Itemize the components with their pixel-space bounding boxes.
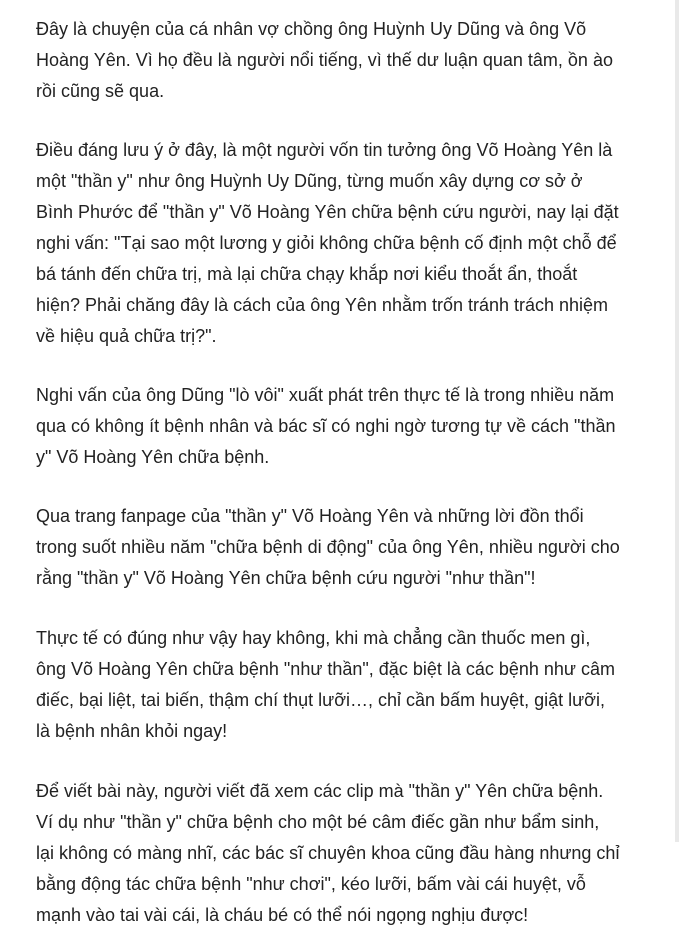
paragraph-line: qua có không ít bệnh nhân và bác sĩ có nghi ngờ tương tự về cách "thần — [36, 416, 616, 436]
paragraph-1 — [36, 14, 679, 107]
paragraph-line: y" Võ Hoàng Yên chữa bệnh. — [36, 447, 270, 467]
paragraph-2 — [36, 135, 679, 352]
paragraph-line: nghi vấn: "Tại sao một lương y giỏi không chữa bệnh cố định một chỗ để — [36, 233, 617, 253]
paragraph-line: Để viết bài này, người viết đã xem các clip mà "thần y" Yên chữa bệnh. — [36, 781, 604, 801]
paragraph-5 — [36, 623, 679, 747]
paragraph-line: ông Võ Hoàng Yên chữa bệnh "như thần", đặc biệt là các bệnh như câm — [36, 659, 615, 679]
paragraph-line: Hoàng Yên. Vì họ đều là người nổi tiếng, vì thế dư luận quan tâm, ồn ào — [36, 50, 613, 70]
paragraph-line: Ví dụ như "thần y" chữa bệnh cho một bé câm điếc gần như bẩm sinh, — [36, 812, 600, 832]
paragraph-line: điếc, bại liệt, tai biến, thậm chí thụt lưỡi…, chỉ cần bấm huyệt, giật lưỡi, — [36, 690, 605, 710]
paragraph-line: là bệnh nhân khỏi ngay! — [36, 721, 228, 741]
paragraph-line: rằng "thần y" Võ Hoàng Yên chữa bệnh cứu người "như thần"! — [36, 568, 536, 588]
paragraph-line: trong suốt nhiều năm "chữa bệnh di động" của ông Yên, nhiều người cho — [36, 537, 620, 557]
paragraph-line: về hiệu quả chữa trị?". — [36, 326, 217, 346]
right-edge-divider — [675, 0, 679, 842]
paragraph-3 — [36, 380, 679, 473]
paragraph-line: Nghi vấn của ông Dũng "lò vôi" xuất phát trên thực tế là trong nhiều năm — [36, 385, 615, 405]
paragraph-line: hiện? Phải chăng đây là cách của ông Yên nhằm trốn tránh trách nhiệm — [36, 295, 609, 315]
paragraph-6 — [36, 776, 679, 931]
paragraph-line: bá tánh đến chữa trị, mà lại chữa chạy khắp nơi kiểu thoắt ẩn, thoắt — [36, 264, 578, 284]
paragraph-line: Đây là chuyện của cá nhân vợ chồng ông Huỳnh Uy Dũng và ông Võ — [36, 19, 587, 39]
paragraph-line: Bình Phước để "thần y" Võ Hoàng Yên chữa bệnh cứu người, nay lại đặt — [36, 202, 619, 222]
paragraph-line: Điều đáng lưu ý ở đây, là một người vốn tin tưởng ông Võ Hoàng Yên là — [36, 140, 613, 160]
paragraph-line: rồi cũng sẽ qua. — [36, 81, 165, 101]
paragraph-line: Qua trang fanpage của "thần y" Võ Hoàng Yên và những lời đồn thổi — [36, 506, 584, 526]
paragraph-line: mạnh vào tai vài cái, là cháu bé có thể nói ngọng nghịu được! — [36, 905, 529, 925]
paragraph-4 — [36, 501, 679, 594]
paragraph-line: Thực tế có đúng như vậy hay không, khi mà chẳng cần thuốc men gì, — [36, 628, 591, 648]
paragraph-line: lại không có màng nhĩ, các bác sĩ chuyên khoa cũng đầu hàng nhưng chỉ — [36, 843, 620, 863]
paragraph-line: một "thần y" như ông Huỳnh Uy Dũng, từng muốn xây dựng cơ sở ở — [36, 171, 583, 191]
paragraph-line: bằng động tác chữa bệnh "như chơi", kéo lưỡi, bấm vài cái huyệt, vỗ — [36, 874, 586, 894]
